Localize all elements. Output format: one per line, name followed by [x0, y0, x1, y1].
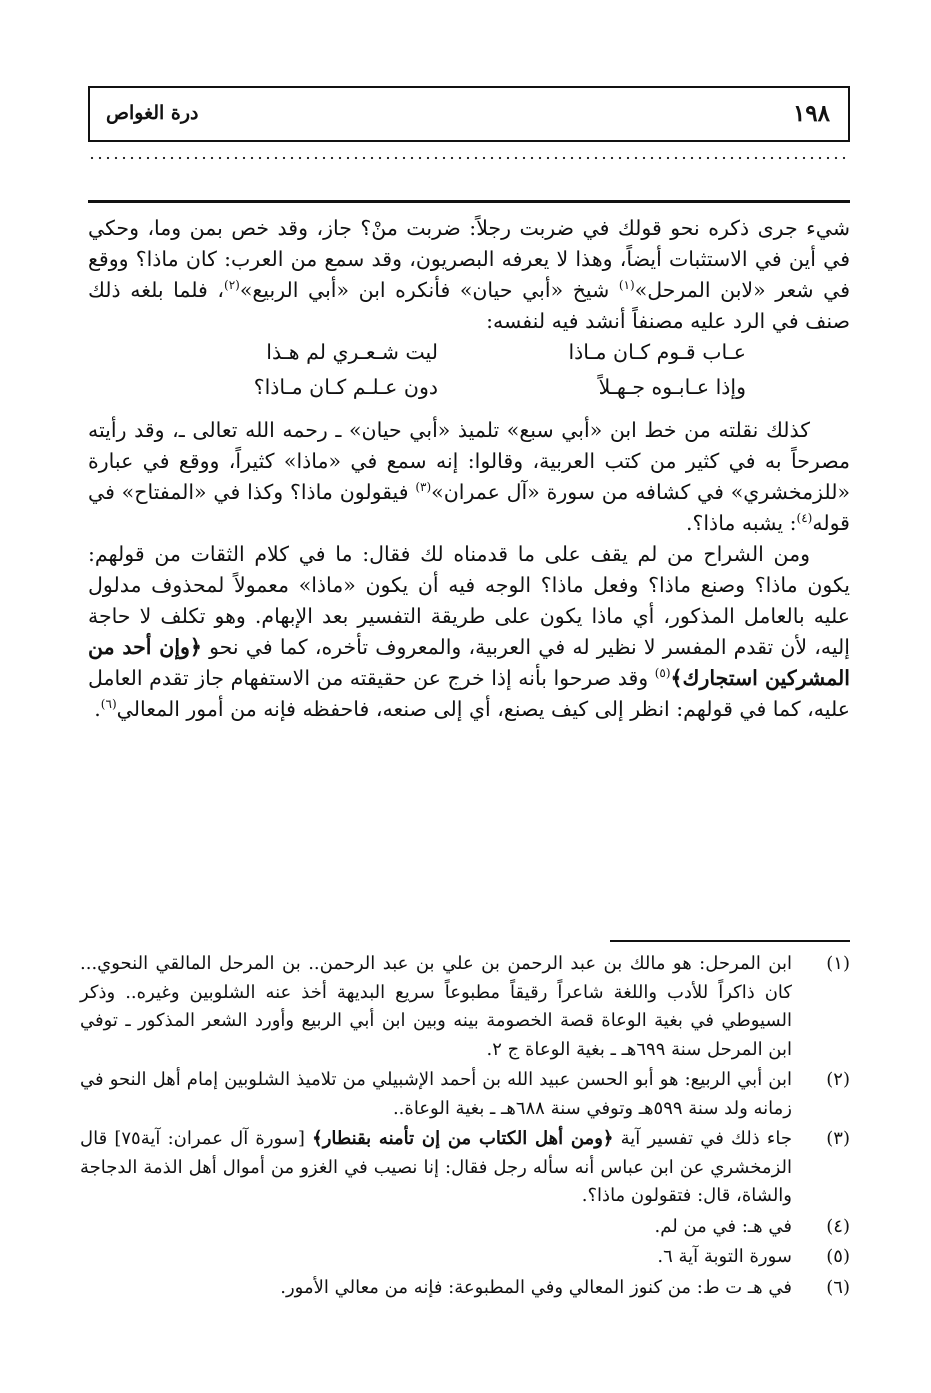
footnote-4	[80, 1213, 850, 1242]
paragraph-1: شيء جرى ذكره نحو قولك في ضربت رجلاً: ضربت منْ؟ جاز، وقد خص بمن وما، وحكي في أين في الاستثبات أيضاً، وهذا لا يعرفه البصريون، وقد سمع من العرب: كان ماذا؟ ووقع في شعر «لابن المرحل»$^{(١)}$ شيخ «أبي حيان» فأنكره ابن «أبي الربيع»$^{(٢)}$، فلما بلغه ذلك صنف في الرد عليه مصنفاً أنشد فيه لنفسه:	[88, 216, 851, 333]
main-text	[88, 213, 850, 725]
footnote-text: سورة التوبة آية ٦.	[657, 1246, 792, 1267]
footnote-number: (٢)	[826, 1069, 850, 1090]
poem-line-1-first-hemistich: عـاب قـوم كـان مـاذا	[568, 340, 746, 364]
footnote-text: في هـ ت ط: من كنوز المعالي وفي المطبوعة: فإنه من معالي الأمور.	[280, 1276, 792, 1298]
footnote-ref[interactable]: (٣)	[415, 480, 432, 495]
footnote-ref[interactable]: (٤)	[796, 511, 813, 526]
footnote-number: (٣)	[826, 1128, 850, 1149]
footnote-1	[80, 950, 850, 1064]
dotted-separator	[88, 152, 850, 164]
poem	[88, 337, 850, 407]
footnote-text: ابن المرحل: هو مالك بن عبد الرحمن بن علي بن عبد الرحمن.. بن المرحل المالقي النحوي... كان ذاكراً للأدب واللغة شاعراً رقيقاً مطبوعاً سريع البديهة أخذ عنه الشلوبين وغيره.. وذكر السيوطي في بغية الوعاة قصة الخصومة بينه وبين ابن أبي الربيع وأورد الشعر المذكور ـ توفي ابن المرحل سنة ٦٩٩هـ ـ بغية الوعاة ج ٢.	[80, 953, 792, 1060]
footnote-number: (٤)	[826, 1215, 850, 1237]
footnote-5	[80, 1243, 850, 1272]
poem-line-2-first-hemistich: وإذا عـابـوه جـهـلاً	[598, 375, 746, 399]
footnote-ref[interactable]: (٦)	[100, 697, 117, 712]
poem-line-1-second-hemistich: ليت شـعـري لم هـذا	[266, 340, 438, 364]
quran-quote: ﴿ومن أهل الكتاب من إن تأمنه بقنطار﴾	[312, 1128, 614, 1149]
footnote-text: [سورة آل عمران: آية٧٥] قال الزمخشري عن ابن عباس أنه سأله رجل فقال: إنا نصيب في الغزو من أموال أهل الذمة الدجاجة والشاة، قال: فتقولون ماذا؟.	[80, 1128, 792, 1206]
footnote-text: في هـ: في من لم.	[654, 1215, 792, 1237]
footnote-ref[interactable]: (٥)	[654, 666, 671, 681]
footnote-number: (٥)	[826, 1246, 850, 1267]
paragraph-3: ومن الشراح من لم يقف على ما قدمناه لك فقال: ما في كلام الثقات من قولهم: يكون ماذا؟ وصنع ماذا؟ وفعل ماذا؟ الوجه فيه أن يكون «ماذا» معمولاً لمحذوف مدلول عليه بالعامل المذكور، أي ماذا يكون على طريقة التفسير بعد الإبهام. وهو تكلف لا حاجة إليه، لأن تقدم المفسر لا نظير له في العربية، والمعروف تأخره، كما في نحو ﴿وإن أحد من المشركين استجارك﴾$^{(٥)}$ وقد صرحوا بأنه إذا خرج عن حقيقته من الاستفهام جاز تقدم العامل عليه، كما في قولهم: انظر إلى كيف يصنع، أي إلى صنعه، فاحفظه فإنه من أمور المعالي$^{(٦)}$.	[88, 542, 850, 721]
footnote-3	[80, 1125, 850, 1211]
poem-line-2-second-hemistich: دون عـلـم كـان مـاذا؟	[253, 375, 438, 399]
header-rule	[88, 200, 850, 203]
quran-quote: ﴿وإن أحد من المشركين استجارك﴾	[88, 635, 850, 690]
footnotes	[80, 950, 850, 1304]
footnote-text: جاء ذلك في تفسير آية	[613, 1128, 792, 1149]
footnote-number: (١)	[826, 953, 850, 974]
footnote-rule	[610, 940, 850, 942]
paragraph-2: كذلك نقلته من خط ابن «أبي سبع» تلميذ «أبي حيان» ـ رحمه الله تعالى ـ، وقد رأيته مصرحاً به في كثير من كتب العربية، وقالوا: إنه سمع في «ماذا» كثيراً، ووقع في عبارة «للزمخشري» في كشافه من سورة «آل عمران»$^{(٣)}$ فيقولون ماذا؟ وكذا في «المفتاح» في قوله$^{(٤)}$: يشبه ماذا؟.	[88, 418, 851, 535]
footnote-ref[interactable]: (١)	[618, 278, 635, 293]
footnote-text: ابن أبي الربيع: هو أبو الحسن عبيد الله بن أحمد الإشبيلي من تلاميذ الشلوبين إمام أهل النحو في زمانه ولد سنة ٥٩٩هـ وتوفي سنة ٦٨٨هـ ـ بغية الوعاة..	[80, 1069, 792, 1119]
footnote-6	[80, 1274, 850, 1303]
page-header	[88, 86, 850, 142]
footnote-2	[80, 1066, 850, 1123]
footnote-ref[interactable]: (٢)	[224, 278, 240, 293]
running-title: درة الغواص	[106, 102, 199, 124]
footnote-number: (٦)	[826, 1276, 850, 1298]
page-number: ١٩٨	[792, 100, 830, 127]
